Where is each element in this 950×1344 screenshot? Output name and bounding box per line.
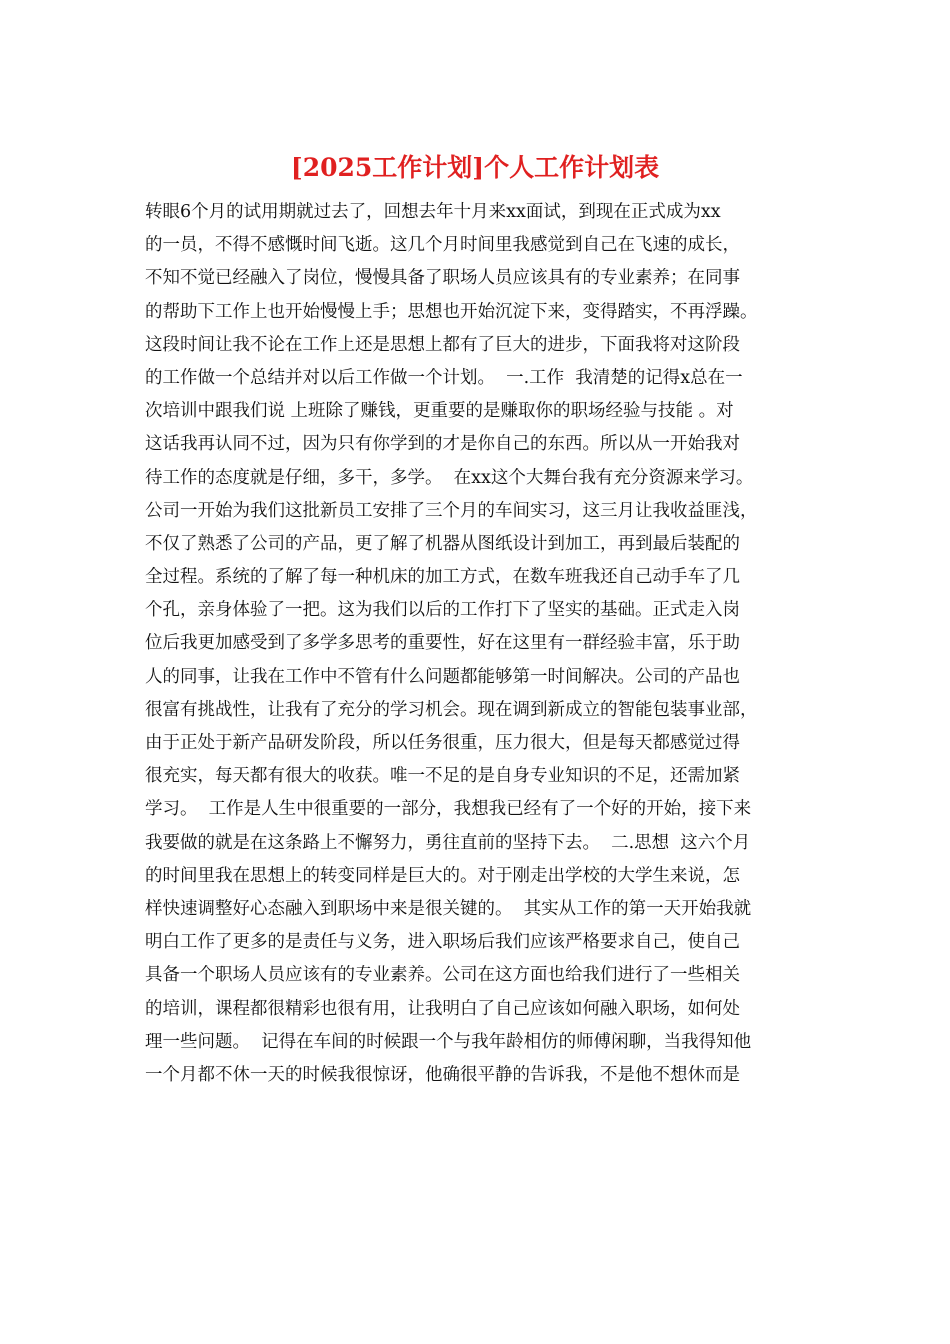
body-line: 这话我再认同不过，因为只有你学到的才是你自己的东西。所以从一开始我对 — [145, 434, 740, 455]
body-line: 人的同事，让我在工作中不管有什么问题都能够第一时间解决。公司的产品也 — [145, 666, 740, 687]
body-line: 的帮助下工作上也开始慢慢上手；思想也开始沉淀下来，变得踏实，不再浮躁。 — [145, 301, 758, 322]
body-line: 的一员，不得不感慨时间飞逝。这几个月时间里我感觉到自己在飞速的成长， — [145, 235, 740, 256]
body-line: 转眼6个月的试用期就过去了，回想去年十月来xx面试，到现在正式成为xx — [145, 202, 721, 222]
body-line: 次培训中跟我们说 上班除了赚钱，更重要的是赚取你的职场经验与技能 。对 — [145, 401, 734, 422]
document-title: [2025工作计划]个人工作计划表 — [290, 153, 660, 182]
body-line: 个孔，亲身体验了一把。这为我们以后的工作打下了坚实的基础。正式走入岗 — [145, 600, 740, 621]
body-line: 不知不觉已经融入了岗位，慢慢具备了职场人员应该具有的专业素养；在同事 — [145, 268, 740, 289]
body-line: 的培训，课程都很精彩也很有用，让我明白了自己应该如何融入职场，如何处 — [145, 998, 740, 1019]
body-line: 学习。 工作是人生中很重要的一部分，我想我已经有了一个好的开始，接下来 — [145, 799, 752, 820]
body-line: 的时间里我在思想上的转变同样是巨大的。对于刚走出学校的大学生来说，怎 — [145, 865, 740, 886]
body-line: 的工作做一个总结并对以后工作做一个计划。 一.工作 我清楚的记得x总在一 — [145, 367, 743, 388]
body-line: 我要做的就是在这条路上不懈努力，勇往直前的坚持下去。 二.思想 这六个月 — [145, 832, 751, 853]
body-line: 由于正处于新产品研发阶段，所以任务很重，压力很大，但是每天都感觉过得 — [145, 733, 740, 753]
body-line: 这段时间让我不论在工作上还是思想上都有了巨大的进步，下面我将对这阶段 — [145, 334, 740, 355]
body-line: 很充实，每天都有很大的收获。唯一不足的是自身专业知识的不足，还需加紧 — [145, 766, 740, 787]
body-line: 具备一个职场人员应该有的专业素养。公司在这方面也给我们进行了一些相关 — [145, 965, 740, 986]
body-line: 很富有挑战性，让我有了充分的学习机会。现在调到新成立的智能包装事业部， — [145, 699, 758, 720]
body-line: 公司一开始为我们这批新员工安排了三个月的车间实习，这三月让我收益匪浅， — [145, 500, 758, 521]
body-line: 理一些问题。 记得在车间的时候跟一个与我年龄相仿的师傅闲聊，当我得知他 — [145, 1031, 752, 1052]
body-line: 样快速调整好心态融入到职场中来是很关键的。 其实从工作的第一天开始我就 — [145, 898, 752, 919]
body-line: 一个月都不休一天的时候我很惊讶，他确很平静的告诉我，不是他不想休而是 — [145, 1064, 740, 1085]
body-line: 明白工作了更多的是责任与义务，进入职场后我们应该严格要求自己，使自己 — [145, 932, 740, 953]
document-body — [145, 196, 810, 1092]
body-line: 待工作的态度就是仔细，多干，多学。 在xx这个大舞台我有充分资源来学习。 — [145, 467, 754, 488]
body-line: 全过程。系统的了解了每一种机床的加工方式，在数车班我还自己动手车了几 — [145, 567, 740, 588]
body-line: 不仅了熟悉了公司的产品，更了解了机器从图纸设计到加工，再到最后装配的 — [145, 533, 740, 554]
body-line: 位后我更加感受到了多学多思考的重要性，好在这里有一群经验丰富，乐于助 — [145, 633, 740, 654]
